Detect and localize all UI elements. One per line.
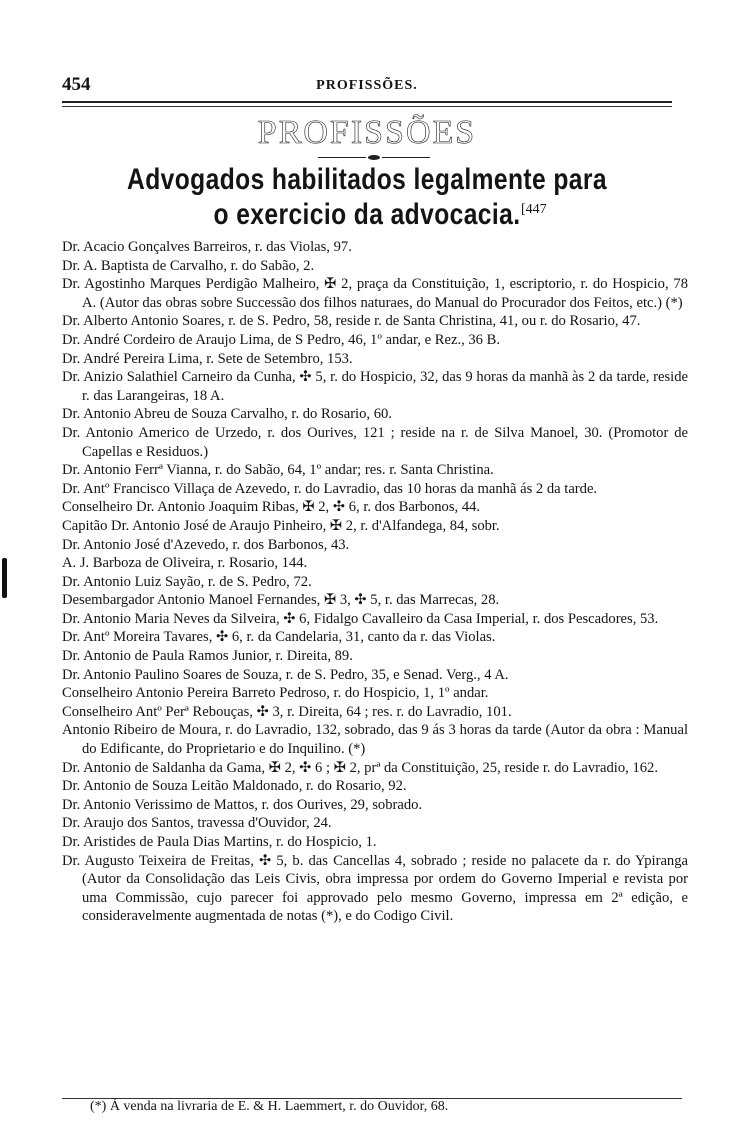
list-item: Dr. Augusto Teixeira de Freitas, ✣ 5, b. das Cancellas 4, sobrado ; reside no palacete da r. do Ypiranga (Autor da Consolidação das Leis Civis, obra impressa por ordem do Governo Imperial e revista por uma Commissão, cujo parecer foi approvado pelo mesmo Governo, impressa em 2ª edição, e consideravelmente augmentada de notas (*), e do Codigo Civil. — [62, 852, 688, 925]
page-number: 454 — [62, 74, 91, 95]
ornament-dot — [368, 155, 380, 160]
list-item: Dr. Aristides de Paula Dias Martins, r. do Hospicio, 1. — [62, 834, 377, 850]
list-item: Dr. Araujo dos Santos, travessa d'Ouvidor, 24. — [62, 815, 332, 832]
running-head: PROFISSÕES. — [316, 78, 418, 93]
list-item: Dr. A. Baptista de Carvalho, r. do Sabão, 2. — [62, 257, 315, 274]
list-item: Dr. Antonio Abreu de Souza Carvalho, r. do Rosario, 60. — [62, 406, 392, 423]
entry-list — [62, 238, 688, 926]
list-item: Capitão Dr. Antonio José de Araujo Pinheiro, ✠ 2, r. d'Alfandega, 84, sobr. — [62, 517, 500, 534]
list-item: Dr. Antonio Verissimo de Mattos, r. dos Ourives, 29, sobrado. — [62, 796, 423, 813]
page-edge-mark — [2, 558, 7, 598]
subtitle-line-1: Advogados habilitados legalmente para — [127, 163, 607, 196]
list-item: Dr. Anizio Salathiel Carneiro da Cunha, ✣ 5, r. do Hospicio, 32, das 9 horas da manhã às 2 da tarde, reside r. das Larangeiras, 18 A. — [62, 369, 688, 404]
header-rule-top — [62, 101, 672, 103]
list-item: Dr. Antonio Ferrª Vianna, r. do Sabão, 64, 1º andar; res. r. Santa Christina. — [62, 462, 494, 479]
list-item: Dr. Antonio Paulino Soares de Souza, r. de S. Pedro, 35, e Senad. Verg., 4 A. — [62, 666, 509, 683]
list-item: Dr. Antonio Luiz Sayão, r. de S. Pedro, 72. — [62, 573, 312, 590]
list-item: Dr. Antº Francisco Villaça de Azevedo, r. do Lavradio, das 10 horas da manhã ás 2 da tarde. — [62, 480, 598, 497]
list-item: Dr. Antonio de Saldanha da Gama, ✠ 2, ✣ 6 ; ✠ 2, prª da Constituição, 25, reside r. do Lavradio, 162. — [62, 759, 658, 776]
list-item: Conselheiro Dr. Antonio Joaquim Ribas, ✠ 2, ✣ 6, r. dos Barbonos, 44. — [62, 499, 481, 516]
section-title-text: PROFISSÕES — [257, 114, 477, 151]
list-item: Conselheiro Antonio Pereira Barreto Pedroso, r. do Hospicio, 1, 1º andar. — [62, 685, 489, 702]
list-item: Dr. Antonio de Souza Leitão Maldonado, r. do Rosario, 92. — [62, 778, 407, 795]
title-ornament — [318, 155, 430, 161]
list-item: Antonio Ribeiro de Moura, r. do Lavradio, 132, sobrado, das 9 ás 3 horas da tarde (Autor da obra : Manual do Edificante, do Proprietario e do Inquilino. (*) — [62, 722, 688, 758]
list-item: Dr. Antonio Americo de Urzedo, r. dos Ourives, 121 ; reside na r. de Silva Manoel, 30. (Promotor de Capellas e Residuos.) — [62, 424, 688, 460]
list-item: Dr. Antonio de Paula Ramos Junior, r. Direita, 89. — [62, 648, 353, 665]
ornament-bar-left — [318, 157, 366, 158]
footnote: (*) Á venda na livraria de E. & H. Laemmert, r. do Ouvidor, 68. — [90, 1099, 449, 1114]
list-item: Dr. Agostinho Marques Perdigão Malheiro, ✠ 2, praça da Constituição, 1, escriptorio, r. do Hospicio, 78 A. (Autor das obras sobre Successão dos filhos naturaes, do Manual do Procurador dos Feitos, etc.) (*) — [62, 276, 688, 311]
list-item: Dr. Acacio Gonçalves Barreiros, r. das Violas, 97. — [62, 239, 352, 255]
list-item: Conselheiro Antº Perª Rebouças, ✣ 3, r. Direita, 64 ; res. r. do Lavradio, 101. — [62, 703, 512, 720]
list-item: Dr. André Pereira Lima, r. Sete de Setembro, 153. — [62, 350, 353, 367]
list-item: Desembargador Antonio Manoel Fernandes, ✠ 3, ✣ 5, r. das Marrecas, 28. — [62, 592, 500, 609]
section-title — [62, 114, 672, 152]
header-rule-bottom — [62, 106, 672, 107]
page-header — [62, 74, 672, 96]
list-item: A. J. Barboza de Oliveira, r. Rosario, 144. — [62, 555, 308, 572]
list-item: Dr. Antº Moreira Tavares, ✣ 6, r. da Candelaria, 31, canto da r. das Violas. — [62, 629, 496, 646]
list-item: Dr. Alberto Antonio Soares, r. de S. Pedro, 58, reside r. de Santa Christina, 41, ou r. do Rosario, 47. — [62, 313, 641, 330]
list-item: Dr. Antonio José d'Azevedo, r. dos Barbonos, 43. — [62, 536, 350, 553]
list-item: Dr. André Cordeiro de Araujo Lima, de S Pedro, 46, 1º andar, e Rez., 36 B. — [62, 331, 501, 348]
list-item: Dr. Antonio Maria Neves da Silveira, ✣ 6, Fidalgo Cavalleiro da Casa Imperial, r. dos Pescadores, 53. — [62, 610, 659, 627]
subtitle-line-2: o exercicio da advocacia. — [213, 198, 521, 231]
ornament-bar-right — [382, 157, 430, 158]
catchword: [447 — [521, 202, 547, 217]
